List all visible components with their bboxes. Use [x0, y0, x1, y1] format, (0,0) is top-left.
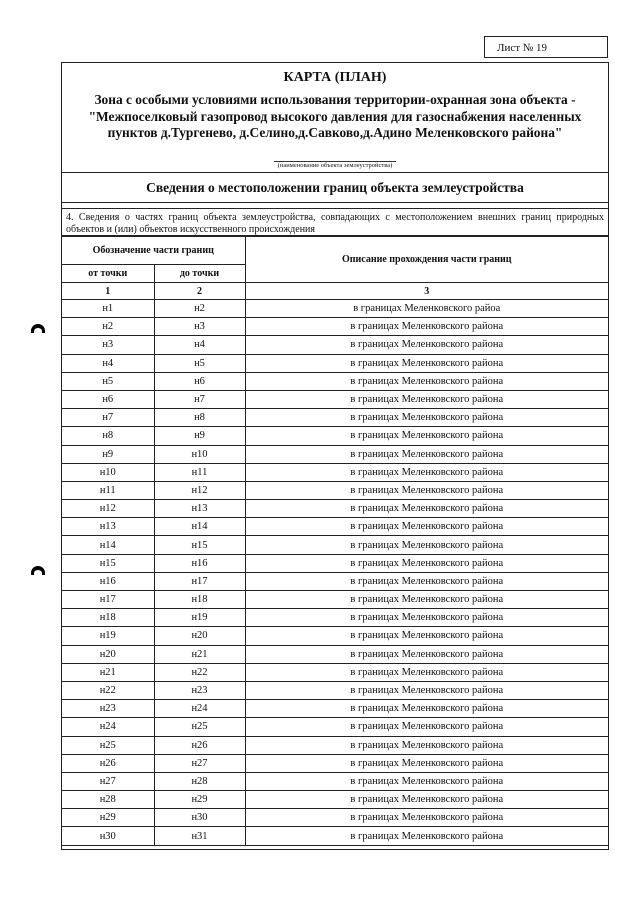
table-row — [62, 445, 608, 463]
cell-from: н2 — [62, 318, 154, 336]
cell-from: н27 — [62, 772, 154, 790]
cell-desc: в границах Меленковского района — [245, 609, 608, 627]
table-row — [62, 718, 608, 736]
cell-desc: в границах Меленковского района — [245, 536, 608, 554]
cell-from: н6 — [62, 390, 154, 408]
cell-from: н30 — [62, 827, 154, 845]
cell-to: н2 — [154, 300, 245, 318]
table-row — [62, 772, 608, 790]
cell-from: н3 — [62, 336, 154, 354]
cell-desc: в границах Меленковского района — [245, 718, 608, 736]
cell-from: н23 — [62, 700, 154, 718]
cell-desc: в границах Меленковского района — [245, 663, 608, 681]
cell-desc: в границах Меленковского района — [245, 354, 608, 372]
cell-from: н4 — [62, 354, 154, 372]
document-frame — [61, 62, 609, 850]
cell-from: н18 — [62, 609, 154, 627]
cell-from: н26 — [62, 754, 154, 772]
desc-header: Описание прохождения части границ — [245, 237, 608, 283]
cell-desc: в границах Меленковского района — [245, 645, 608, 663]
cell-desc: в границах Меленковского райоа — [245, 300, 608, 318]
cell-to: н18 — [154, 591, 245, 609]
table-row — [62, 681, 608, 699]
cell-to: н27 — [154, 754, 245, 772]
cell-to: н21 — [154, 645, 245, 663]
table-row — [62, 300, 608, 318]
table-row — [62, 572, 608, 590]
cell-from: н11 — [62, 481, 154, 499]
cell-from: н19 — [62, 627, 154, 645]
table-row — [62, 827, 608, 845]
col-number-3: 3 — [245, 283, 608, 300]
group-header: Обозначение части границ — [62, 237, 245, 265]
cell-desc: в границах Меленковского района — [245, 318, 608, 336]
cell-desc: в границах Меленковского района — [245, 518, 608, 536]
cell-from: н15 — [62, 554, 154, 572]
cell-desc: в границах Меленковского района — [245, 681, 608, 699]
col-number-2: 2 — [154, 283, 245, 300]
cell-to: н15 — [154, 536, 245, 554]
cell-to: н26 — [154, 736, 245, 754]
document-header — [62, 63, 608, 173]
cell-desc: в границах Меленковского района — [245, 372, 608, 390]
cell-to: н28 — [154, 772, 245, 790]
cell-to: н6 — [154, 372, 245, 390]
cell-to: н8 — [154, 409, 245, 427]
cell-desc: в границах Меленковского района — [245, 700, 608, 718]
binding-hole-mark — [31, 566, 45, 575]
object-name-note-text: (наименование объекта землеустройства) — [274, 161, 397, 169]
cell-desc: в границах Меленковского района — [245, 481, 608, 499]
cell-desc: в границах Меленковского района — [245, 409, 608, 427]
table-row — [62, 336, 608, 354]
cell-from: н12 — [62, 500, 154, 518]
cell-from: н17 — [62, 591, 154, 609]
section-title: Сведения о местоположении границ объекта землеустройства — [62, 173, 608, 203]
cell-to: н20 — [154, 627, 245, 645]
cell-desc: в границах Меленковского района — [245, 791, 608, 809]
table-row — [62, 463, 608, 481]
cell-to: н7 — [154, 390, 245, 408]
document-subtitle: Зона с особыми условиями использования территории-охранная зона объекта -"Межпоселковый газопровод высокого давления для газоснабжения населенных пунктов д.Тургенево, д.Селино,д.Савково,д.Адино Меленковского района" — [88, 92, 582, 140]
table-row — [62, 500, 608, 518]
sheet-number: Лист № 19 — [484, 36, 608, 58]
section-info: 4. Сведения о частях границ объекта землеустройства, совпадающих с местоположением внешних границ природных объектов и (или) объектов искусственного происхождения — [62, 209, 608, 236]
cell-to: н10 — [154, 445, 245, 463]
cell-to: н25 — [154, 718, 245, 736]
object-name-note — [62, 162, 608, 169]
cell-from: н28 — [62, 791, 154, 809]
cell-from: н10 — [62, 463, 154, 481]
cell-to: н24 — [154, 700, 245, 718]
table-row — [62, 481, 608, 499]
table-row — [62, 791, 608, 809]
cell-desc: в границах Меленковского района — [245, 772, 608, 790]
cell-desc: в границах Меленковского района — [245, 427, 608, 445]
cell-to: н31 — [154, 827, 245, 845]
cell-from: н20 — [62, 645, 154, 663]
cell-from: н7 — [62, 409, 154, 427]
cell-desc: в границах Меленковского района — [245, 754, 608, 772]
cell-to: н29 — [154, 791, 245, 809]
cell-desc: в границах Меленковского района — [245, 809, 608, 827]
cell-to: н17 — [154, 572, 245, 590]
cell-from: н9 — [62, 445, 154, 463]
table-row — [62, 518, 608, 536]
cell-desc: в границах Меленковского района — [245, 591, 608, 609]
cell-desc: в границах Меленковского района — [245, 736, 608, 754]
table-row — [62, 354, 608, 372]
cell-from: н8 — [62, 427, 154, 445]
to-header: до точки — [154, 265, 245, 283]
cell-to: н9 — [154, 427, 245, 445]
cell-desc: в границах Меленковского района — [245, 336, 608, 354]
boundary-table — [62, 236, 608, 846]
cell-to: н14 — [154, 518, 245, 536]
col-number-1: 1 — [62, 283, 154, 300]
cell-desc: в границах Меленковского района — [245, 463, 608, 481]
cell-desc: в границах Меленковского района — [245, 627, 608, 645]
cell-desc: в границах Меленковского района — [245, 500, 608, 518]
cell-to: н5 — [154, 354, 245, 372]
cell-from: н5 — [62, 372, 154, 390]
table-body — [62, 300, 608, 846]
cell-from: н21 — [62, 663, 154, 681]
table-row — [62, 736, 608, 754]
table-row — [62, 809, 608, 827]
cell-from: н16 — [62, 572, 154, 590]
cell-from: н22 — [62, 681, 154, 699]
cell-to: н19 — [154, 609, 245, 627]
cell-from: н25 — [62, 736, 154, 754]
table-row — [62, 645, 608, 663]
table-row — [62, 663, 608, 681]
document-title: КАРТА (ПЛАН) — [283, 70, 387, 85]
cell-to: н11 — [154, 463, 245, 481]
table-row — [62, 318, 608, 336]
cell-to: н12 — [154, 481, 245, 499]
table-row — [62, 754, 608, 772]
cell-from: н24 — [62, 718, 154, 736]
cell-desc: в границах Меленковского района — [245, 554, 608, 572]
table-row — [62, 390, 608, 408]
cell-to: н4 — [154, 336, 245, 354]
cell-from: н14 — [62, 536, 154, 554]
from-header: от точки — [62, 265, 154, 283]
cell-to: н13 — [154, 500, 245, 518]
table-row — [62, 427, 608, 445]
table-row — [62, 609, 608, 627]
cell-to: н23 — [154, 681, 245, 699]
table-row — [62, 627, 608, 645]
cell-desc: в границах Меленковского района — [245, 445, 608, 463]
cell-from: н13 — [62, 518, 154, 536]
cell-to: н30 — [154, 809, 245, 827]
cell-to: н16 — [154, 554, 245, 572]
cell-to: н22 — [154, 663, 245, 681]
cell-desc: в границах Меленковского района — [245, 390, 608, 408]
cell-to: н3 — [154, 318, 245, 336]
cell-desc: в границах Меленковского района — [245, 827, 608, 845]
binding-hole-mark — [31, 324, 45, 333]
table-row — [62, 372, 608, 390]
table-row — [62, 409, 608, 427]
table-row — [62, 700, 608, 718]
table-row — [62, 591, 608, 609]
table-row — [62, 554, 608, 572]
cell-from: н1 — [62, 300, 154, 318]
cell-from: н29 — [62, 809, 154, 827]
cell-desc: в границах Меленковского района — [245, 572, 608, 590]
table-row — [62, 536, 608, 554]
